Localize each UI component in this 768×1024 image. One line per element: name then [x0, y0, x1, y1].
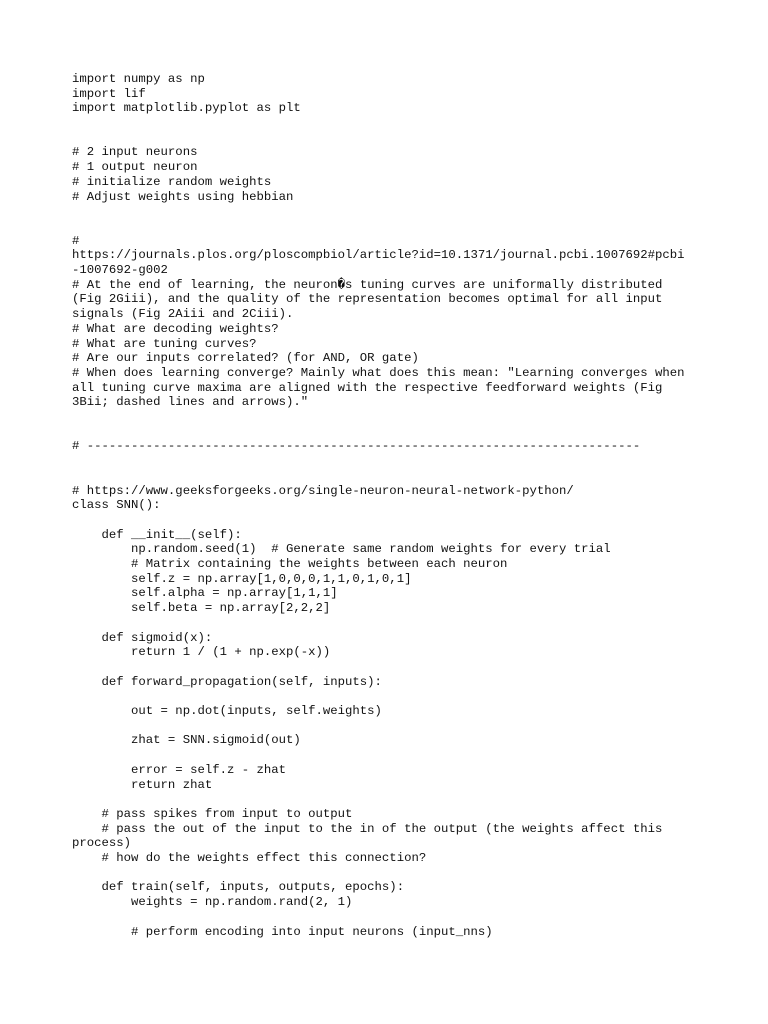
code-line: all tuning curve maxima are aligned with the respective feedforward weights (Fig — [72, 380, 663, 395]
code-line — [72, 689, 702, 704]
code-line: out = np.dot(inputs, self.weights) — [72, 704, 382, 719]
code-line: # --------------------------------------------------------------------------- — [72, 439, 641, 454]
code-line — [72, 513, 702, 528]
code-line: process) — [72, 836, 132, 851]
code-line: # https://www.geeksforgeeks.org/single-neuron-neural-network-python/ — [72, 483, 574, 498]
code-line: # What are decoding weights? — [72, 321, 279, 336]
code-line: def train(self, inputs, outputs, epochs): — [72, 880, 405, 895]
code-line: # Are our inputs correlated? (for AND, OR gate) — [72, 351, 419, 366]
code-line — [72, 910, 702, 925]
code-line — [72, 660, 702, 675]
code-line: # pass the out of the input to the in of the output (the weights affect this — [72, 821, 663, 836]
code-line: return zhat — [72, 777, 213, 792]
code-line — [72, 719, 702, 734]
code-line: return 1 / (1 + np.exp(-x)) — [72, 645, 331, 660]
code-line — [72, 792, 702, 807]
code-line — [72, 425, 702, 440]
code-line: import lif — [72, 86, 146, 101]
code-line: https://journals.plos.org/ploscompbiol/article?id=10.1371/journal.pcbi.1007692#pcbi — [72, 248, 685, 263]
code-line — [72, 748, 702, 763]
code-line: def __init__(self): — [72, 527, 242, 542]
code-line: # — [72, 233, 80, 248]
code-line: import numpy as np — [72, 72, 205, 86]
code-line: self.beta = np.array[2,2,2] — [72, 601, 331, 616]
code-line: error = self.z - zhat — [72, 762, 287, 777]
code-line: # Matrix containing the weights between each neuron — [72, 557, 508, 572]
code-line: class SNN(): — [72, 498, 161, 513]
code-line: self.z = np.array[1,0,0,0,1,1,0,1,0,1] — [72, 571, 412, 586]
code-line — [72, 410, 702, 425]
code-line: np.random.seed(1) # Generate same random weights for every trial — [72, 542, 611, 557]
code-line — [72, 131, 702, 146]
code-line: (Fig 2Giii), and the quality of the representation becomes optimal for all input — [72, 292, 663, 307]
code-line: # how do the weights effect this connection? — [72, 851, 427, 866]
code-line: zhat = SNN.sigmoid(out) — [72, 733, 301, 748]
code-line: def forward_propagation(self, inputs): — [72, 674, 382, 689]
code-line — [72, 454, 702, 469]
code-line: -1007692-g002 — [72, 263, 168, 278]
code-line: # What are tuning curves? — [72, 336, 257, 351]
code-line: # When does learning converge? Mainly what does this mean: "Learning converges when — [72, 366, 685, 380]
code-line: signals (Fig 2Aiii and 2Ciii). — [72, 307, 294, 322]
code-line — [72, 866, 702, 881]
code-line: def sigmoid(x): — [72, 630, 213, 645]
code-line: 3Bii; dashed lines and arrows)." — [72, 395, 309, 410]
code-line — [72, 616, 702, 631]
code-line — [72, 219, 702, 234]
code-line: # initialize random weights — [72, 174, 272, 189]
code-line: # 2 input neurons — [72, 145, 198, 160]
code-line: self.alpha = np.array[1,1,1] — [72, 586, 338, 601]
code-line — [72, 204, 702, 219]
code-line — [72, 469, 702, 484]
code-line: # perform encoding into input neurons (input_nns) — [72, 924, 493, 939]
code-line — [72, 116, 702, 131]
code-line: weights = np.random.rand(2, 1) — [72, 895, 353, 910]
code-line: # At the end of learning, the neuron�s tuning curves are uniformally distributed — [72, 277, 663, 292]
code-line: # 1 output neuron — [72, 160, 198, 175]
code-line: # pass spikes from input to output — [72, 806, 353, 821]
code-line: import matplotlib.pyplot as plt — [72, 101, 301, 116]
code-line: # Adjust weights using hebbian — [72, 189, 294, 204]
code-listing — [72, 72, 702, 939]
